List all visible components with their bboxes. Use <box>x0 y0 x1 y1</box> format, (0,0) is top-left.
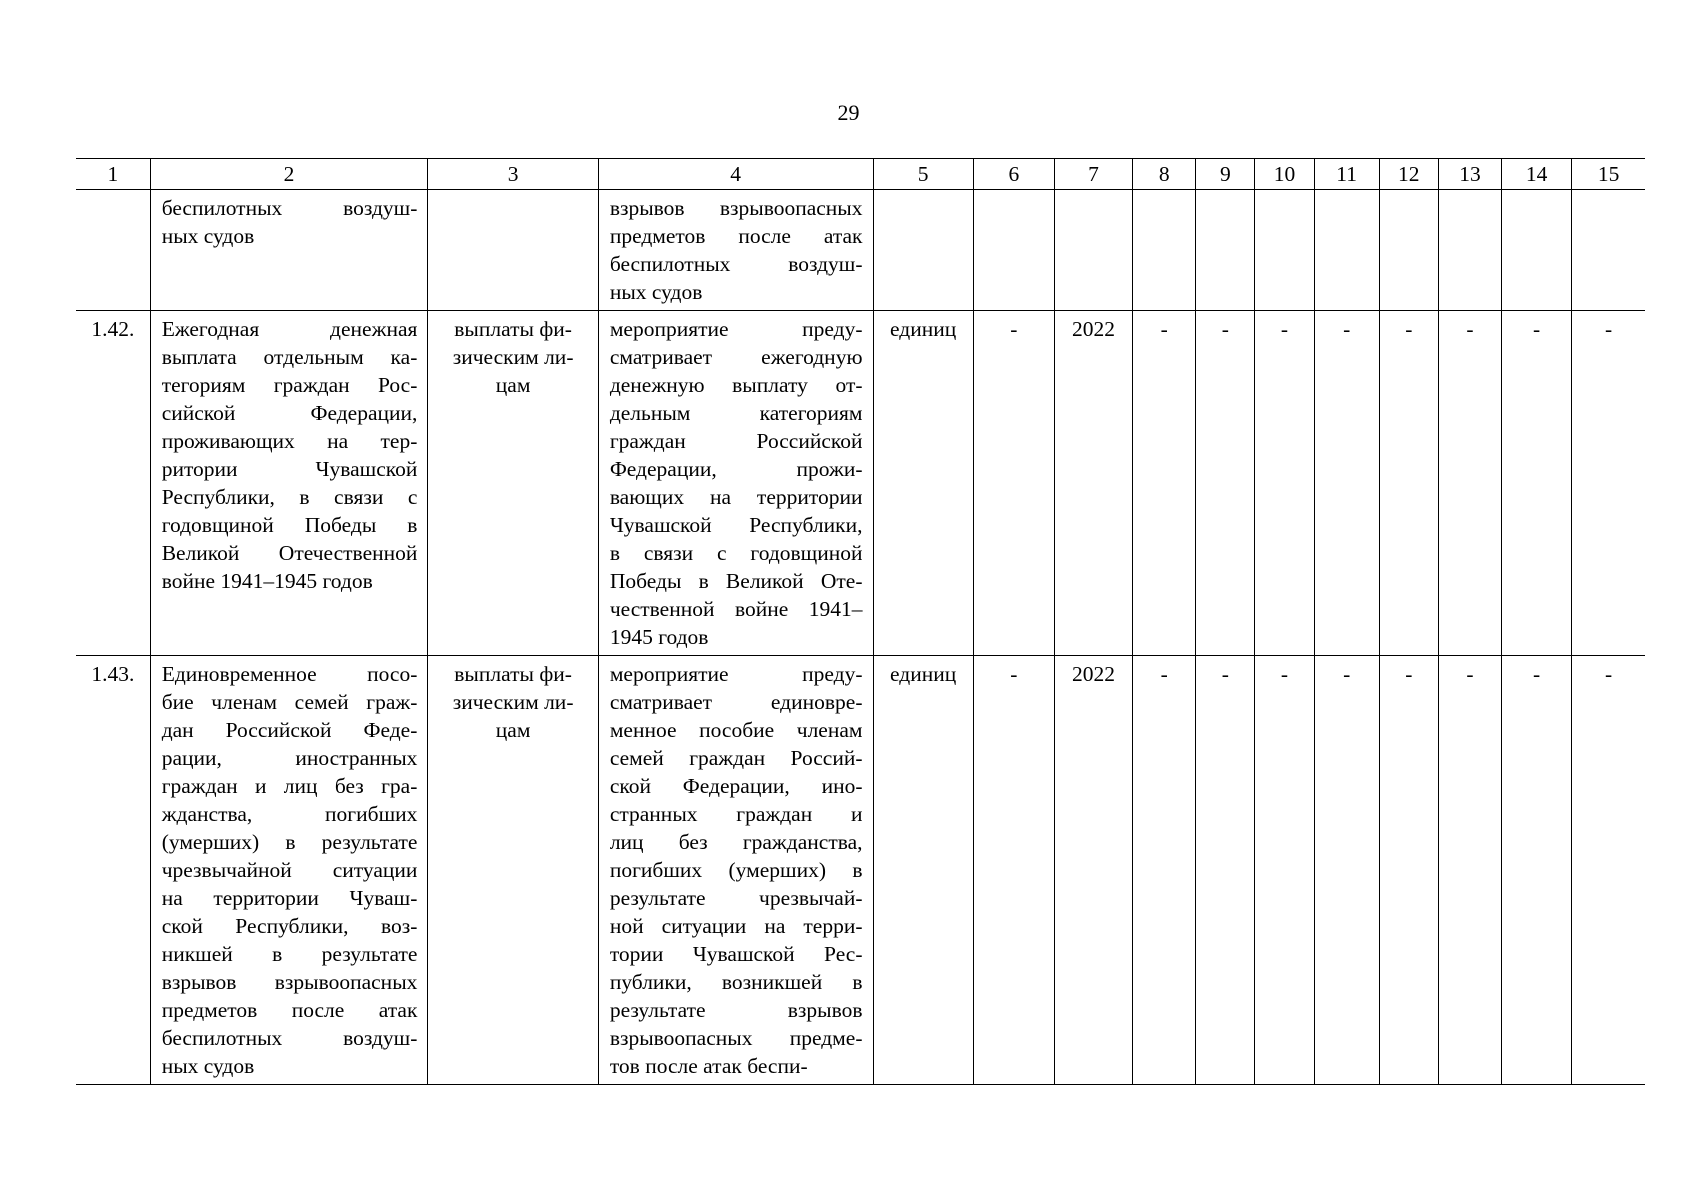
text-line: Великой Отечественной <box>161 541 418 565</box>
column-number-6: 6 <box>973 159 1054 190</box>
value-cell-col-8: - <box>1133 311 1196 656</box>
value-cell-col-7: 2022 <box>1054 656 1132 1085</box>
text-line: цам <box>495 373 531 397</box>
page-number: 29 <box>837 100 860 125</box>
column-number-2: 2 <box>150 159 428 190</box>
value-cell-col-7 <box>1054 190 1132 311</box>
text-line: семей граждан Россий- <box>609 746 863 770</box>
event-name-cell <box>150 190 428 311</box>
column-numbers-row <box>76 159 1645 190</box>
text-line: ных судов <box>161 224 255 248</box>
value-cell-col-8: - <box>1133 656 1196 1085</box>
column-number-1: 1 <box>76 159 150 190</box>
text-line: в связи с годовщиной <box>609 541 863 565</box>
text-line: результате взрывов <box>609 998 863 1022</box>
text-line: ской Федерации, ино- <box>609 774 863 798</box>
unit-cell: единиц <box>873 656 973 1085</box>
value-cell-col-11: - <box>1314 656 1379 1085</box>
column-number-3: 3 <box>428 159 598 190</box>
value-cell-col-10: - <box>1255 311 1314 656</box>
value-cell-col-15: - <box>1572 656 1645 1085</box>
row-number-cell: 1.43. <box>76 656 150 1085</box>
text-line: зическим ли- <box>452 345 574 369</box>
text-line: тегориям граждан Рос- <box>161 373 418 397</box>
value-cell-col-12: - <box>1379 311 1438 656</box>
text-line: взрывов взрывоопасных <box>609 196 863 220</box>
text-line: лиц без гражданства, <box>609 830 863 854</box>
text-line: проживающих на тер- <box>161 429 418 453</box>
text-line: граждан Российской <box>609 429 863 453</box>
column-number-5: 5 <box>873 159 973 190</box>
row-number-cell <box>76 190 150 311</box>
column-number-10: 10 <box>1255 159 1314 190</box>
event-description-cell <box>598 311 873 656</box>
text-line: бие членам семей граж- <box>161 690 418 714</box>
event-name-cell <box>150 311 428 656</box>
text-line: денежную выплату от- <box>609 373 863 397</box>
text-line: жданства, погибших <box>161 802 418 826</box>
value-cell-col-10 <box>1255 190 1314 311</box>
text-line: выплаты фи- <box>454 662 572 686</box>
value-cell-col-6: - <box>973 656 1054 1085</box>
value-cell-col-9 <box>1196 190 1255 311</box>
text-line: Чувашской Республики, <box>609 513 863 537</box>
value-cell-col-9: - <box>1196 311 1255 656</box>
event-description-cell <box>598 190 873 311</box>
event-description-cell <box>598 656 873 1085</box>
value-cell-col-14: - <box>1502 656 1572 1085</box>
text-line: войне 1941–1945 годов <box>161 569 373 593</box>
text-line: выплата отдельным ка- <box>161 345 418 369</box>
value-cell-col-14 <box>1502 190 1572 311</box>
text-line: Единовременное посо- <box>161 662 418 686</box>
text-line: выплаты фи- <box>454 317 572 341</box>
table-row <box>76 190 1645 311</box>
text-line: цам <box>495 718 531 742</box>
text-line: Ежегодная денежная <box>161 317 418 341</box>
text-line: граждан и лиц без гра- <box>161 774 418 798</box>
table-row <box>76 656 1645 1085</box>
event-type-cell <box>428 311 598 656</box>
text-line: на территории Чуваш- <box>161 886 418 910</box>
text-line: публики, возникшей в <box>609 970 863 994</box>
text-line: ритории Чувашской <box>161 457 418 481</box>
event-type-cell <box>428 190 598 311</box>
text-line: результате чрезвычай- <box>609 886 863 910</box>
text-line: мероприятие преду- <box>609 662 863 686</box>
value-cell-col-12 <box>1379 190 1438 311</box>
text-line: (умерших) в результате <box>161 830 418 854</box>
value-cell-col-6: - <box>973 311 1054 656</box>
text-line: погибших (умерших) в <box>609 858 863 882</box>
value-cell-col-14: - <box>1502 311 1572 656</box>
column-number-11: 11 <box>1314 159 1379 190</box>
text-line: менное пособие членам <box>609 718 863 742</box>
event-type-cell <box>428 656 598 1085</box>
unit-cell: единиц <box>873 311 973 656</box>
text-line: чрезвычайной ситуации <box>161 858 418 882</box>
program-table <box>76 158 1645 1085</box>
table-body <box>76 190 1645 1085</box>
text-line: беспилотных воздуш- <box>161 196 418 220</box>
value-cell-col-10: - <box>1255 656 1314 1085</box>
text-line: беспилотных воздуш- <box>609 252 863 276</box>
text-line: 1945 годов <box>609 625 709 649</box>
value-cell-col-11: - <box>1314 311 1379 656</box>
text-line: ной ситуации на терри- <box>609 914 863 938</box>
text-line: дельным категориям <box>609 401 863 425</box>
table-row <box>76 311 1645 656</box>
value-cell-col-15 <box>1572 190 1645 311</box>
text-line: странных граждан и <box>609 802 863 826</box>
column-number-8: 8 <box>1133 159 1196 190</box>
text-line: зическим ли- <box>452 690 574 714</box>
value-cell-col-7: 2022 <box>1054 311 1132 656</box>
text-line: ской Республики, воз- <box>161 914 418 938</box>
unit-cell <box>873 190 973 311</box>
value-cell-col-15: - <box>1572 311 1645 656</box>
column-number-9: 9 <box>1196 159 1255 190</box>
column-number-12: 12 <box>1379 159 1438 190</box>
text-line: предметов после атак <box>161 998 418 1022</box>
event-name-cell <box>150 656 428 1085</box>
text-line: сматривает единовре- <box>609 690 863 714</box>
column-number-15: 15 <box>1572 159 1645 190</box>
text-line: беспилотных воздуш- <box>161 1026 418 1050</box>
text-line: тории Чувашской Рес- <box>609 942 863 966</box>
value-cell-col-13 <box>1438 190 1501 311</box>
value-cell-col-8 <box>1133 190 1196 311</box>
text-line: чественной войне 1941– <box>609 597 863 621</box>
text-line: тов после атак беспи- <box>609 1054 808 1078</box>
value-cell-col-9: - <box>1196 656 1255 1085</box>
column-number-14: 14 <box>1502 159 1572 190</box>
text-line: ных судов <box>161 1054 255 1078</box>
text-line: ных судов <box>609 280 703 304</box>
text-line: предметов после атак <box>609 224 863 248</box>
value-cell-col-6 <box>973 190 1054 311</box>
value-cell-col-11 <box>1314 190 1379 311</box>
column-number-13: 13 <box>1438 159 1501 190</box>
text-line: сийской Федерации, <box>161 401 418 425</box>
text-line: Победы в Великой Оте- <box>609 569 863 593</box>
text-line: Республики, в связи с <box>161 485 418 509</box>
value-cell-col-13: - <box>1438 311 1501 656</box>
text-line: рации, иностранных <box>161 746 418 770</box>
column-number-7: 7 <box>1054 159 1132 190</box>
row-number-cell: 1.42. <box>76 311 150 656</box>
value-cell-col-13: - <box>1438 656 1501 1085</box>
text-line: сматривает ежегодную <box>609 345 863 369</box>
text-line: мероприятие преду- <box>609 317 863 341</box>
text-line: годовщиной Победы в <box>161 513 418 537</box>
text-line: Федерации, прожи- <box>609 457 863 481</box>
text-line: вающих на территории <box>609 485 863 509</box>
text-line: взрывов взрывоопасных <box>161 970 418 994</box>
text-line: никшей в результате <box>161 942 418 966</box>
value-cell-col-12: - <box>1379 656 1438 1085</box>
column-number-4: 4 <box>598 159 873 190</box>
text-line: взрывоопасных предме- <box>609 1026 863 1050</box>
text-line: дан Российской Феде- <box>161 718 418 742</box>
